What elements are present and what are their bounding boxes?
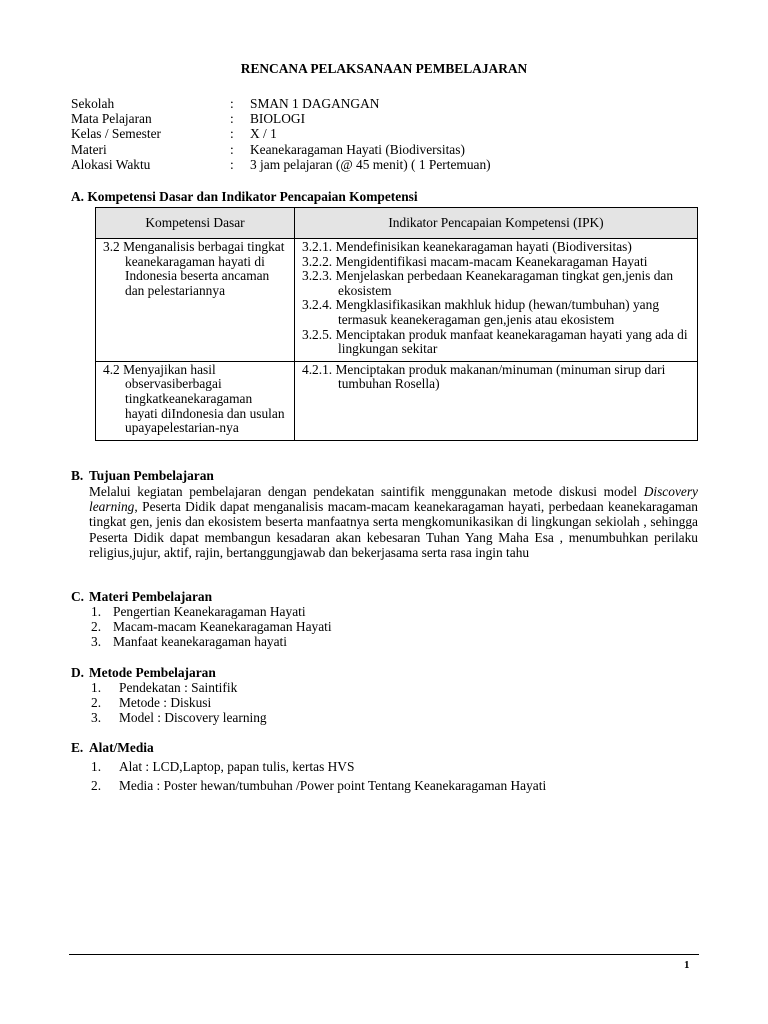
media-list <box>89 757 546 795</box>
section-d-heading <box>71 665 216 680</box>
table-header-row <box>96 208 698 239</box>
section-number: C. <box>71 589 85 604</box>
list-text: Metode : Diskusi <box>119 695 212 711</box>
ipk-item: 3.2.4. Mengklasifikasikan makhluk hidup (hewan/tumbuhan) yang termasuk keanekeragaman gen,jenis atau ekosistem <box>302 297 660 327</box>
section-number: B. <box>71 468 84 483</box>
table-row <box>96 361 698 440</box>
list-number: 1. <box>91 680 102 695</box>
identity-row-class <box>71 126 711 141</box>
section-b-heading <box>71 468 214 483</box>
competency-table <box>95 207 698 441</box>
kd-text: 4.2 Menyajikan hasil observasiberbagai tingkatkeanekaragaman hayati diIndonesia dan usulan upayapelestarian-nya <box>103 361 285 436</box>
list-number: 3. <box>91 634 102 650</box>
objective-text-italic: Discovery learning <box>89 484 698 515</box>
section-title: Alat/Media <box>89 740 154 755</box>
identity-colon: : <box>230 126 234 142</box>
list-text: Manfaat keanekaragaman hayati <box>113 634 287 650</box>
list-text: Media : Poster hewan/tumbuhan /Power point Tentang Keanekaragaman Hayati <box>119 778 547 793</box>
table-cell-ipk <box>295 361 698 440</box>
identity-row-school <box>71 96 711 111</box>
section-title: Tujuan Pembelajaran <box>89 468 214 483</box>
identity-value: Keanekaragaman Hayati (Biodiversitas) <box>250 141 465 157</box>
objective-text-end: , Peserta Didik dapat menganalisis macam-macam keanekaragaman hayati, perbedaan keanekaragaman tingkat gen, jenis dan ekosistem beserta manfaatnya serta mengkomunikasikan di lingkungan sekiolah , sehingga Peserta Didik dapat membangun kesadaran akan kebesaran Tuhan Yang Maha Esa , menumbuhkan perilaku religius,jujur, aktif, rajin, bertanggungjawab dan bekerjasama serta rasa ingin tahu <box>89 499 698 560</box>
identity-row-time <box>71 157 711 172</box>
table-row <box>96 239 698 362</box>
list-item <box>89 710 267 725</box>
material-list <box>89 604 332 650</box>
list-item <box>89 634 332 649</box>
list-item <box>89 695 267 710</box>
objective-text-start: Melalui kegiatan pembelajaran dengan pendekatan saintifik menggunakan metode diskusi model <box>89 484 644 499</box>
section-c-heading <box>71 589 212 604</box>
document-title: RENCANA PELAKSANAAN PEMBELAJARAN <box>240 61 528 76</box>
identity-colon: : <box>230 156 234 172</box>
identity-label: Kelas / Semester <box>71 126 161 142</box>
table-cell-kd <box>96 239 295 362</box>
identity-colon: : <box>230 96 234 111</box>
section-title: Materi Pembelajaran <box>89 589 213 604</box>
list-number: 2. <box>91 695 102 711</box>
identity-label: Sekolah <box>71 96 115 111</box>
identity-label: Alokasi Waktu <box>71 156 151 172</box>
identity-value: SMAN 1 DAGANGAN <box>250 96 380 111</box>
identity-colon: : <box>230 141 234 157</box>
list-text: Alat : LCD,Laptop, papan tulis, kertas HVS <box>119 759 355 774</box>
list-number: 3. <box>91 710 102 726</box>
ipk-item: 3.2.5. Menciptakan produk manfaat keanekaragaman hayati yang ada di lingkungan sekitar <box>302 326 688 357</box>
identity-row-material <box>71 142 711 157</box>
list-item <box>89 757 546 776</box>
list-item <box>89 776 546 795</box>
table-header-kd: Kompetensi Dasar <box>96 208 295 239</box>
table-cell-kd <box>96 361 295 440</box>
ipk-item: 4.2.1. Menciptakan produk makanan/minuman (minuman sirup dari tumbuhan Rosella) <box>302 361 666 392</box>
list-number: 2. <box>91 778 102 793</box>
identity-label: Materi <box>71 141 107 157</box>
table-cell-ipk <box>295 239 698 362</box>
page-number: 1 <box>684 959 690 971</box>
list-item <box>89 619 332 634</box>
list-text: Pengertian Keanekaragaman Hayati <box>113 604 306 619</box>
section-number: D. <box>71 665 85 680</box>
identity-value: X / 1 <box>250 126 277 142</box>
learning-objective-paragraph <box>89 484 698 560</box>
identity-value: 3 jam pelajaran (@ 45 menit) ( 1 Pertemuan) <box>250 156 491 172</box>
ipk-item: 3.2.1. Mendefinisikan keanekaragaman hayati (Biodiversitas) <box>302 239 632 254</box>
footer-divider <box>69 954 699 955</box>
kd-text: 3.2 Menganalisis berbagai tingkat keanekaragaman hayati di Indonesia beserta ancaman dan pelestariannya <box>103 239 285 298</box>
section-number: E. <box>71 740 84 755</box>
list-number: 1. <box>91 604 102 619</box>
identity-label: Mata Pelajaran <box>71 111 152 127</box>
identity-block <box>71 96 711 172</box>
list-item <box>89 680 267 695</box>
identity-colon: : <box>230 111 234 127</box>
ipk-item: 3.2.3. Menjelaskan perbedaan Keanekaragaman tingkat gen,jenis dan ekosistem <box>302 268 674 298</box>
list-item <box>89 604 332 619</box>
section-e-heading <box>71 740 154 755</box>
section-a-heading: A. Kompetensi Dasar dan Indikator Pencapaian Kompetensi <box>71 189 418 204</box>
identity-row-subject <box>71 111 711 126</box>
method-list <box>89 680 267 726</box>
ipk-item: 3.2.2. Mengidentifikasi macam-macam Keanekaragaman Hayati <box>302 253 648 269</box>
list-text: Pendekatan : Saintifik <box>119 680 238 695</box>
table-header-ipk: Indikator Pencapaian Kompetensi (IPK) <box>295 208 698 239</box>
list-text: Macam-macam Keanekaragaman Hayati <box>113 619 332 635</box>
list-text: Model : Discovery learning <box>119 710 267 726</box>
identity-value: BIOLOGI <box>250 111 306 127</box>
list-number: 1. <box>91 759 102 774</box>
section-title: Metode Pembelajaran <box>89 665 216 680</box>
list-number: 2. <box>91 619 102 635</box>
